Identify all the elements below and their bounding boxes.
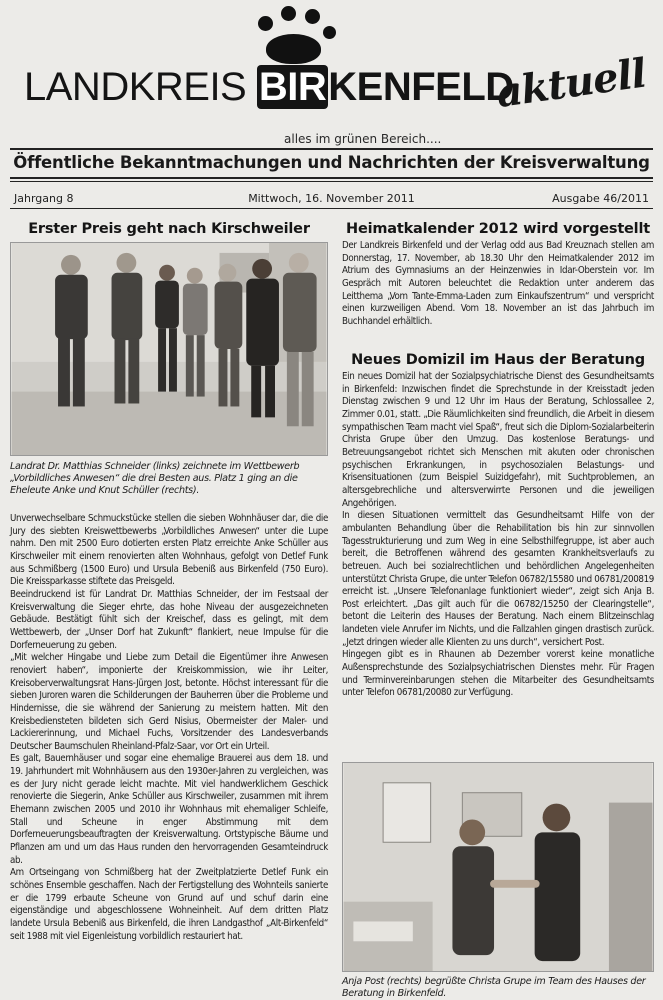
masthead-brand <box>24 66 514 108</box>
article-haus-der-beratung-body <box>342 371 654 700</box>
paragraph: Am Ortseingang von Schmißberg hat der Zweitplatzierte Detlef Funk ein schönes Ensemble geschaffen. Nach der Fertigstellung des Wohnteils sanierte er die 1799 erbaute Scheune von Grund auf und schuf darin eine eigenständige und abgeschlossene Wohneinheit. Auf dem dritten Platz landete Ursula Bebeniß aus Birkenfeld, die ihren Landgasthof „Alt-Birkenfeld“ seit 1988 mit viel Eigenleistung vorbildlich restauriert hat. <box>10 867 328 942</box>
masthead-aktuell: aktuell <box>493 49 649 117</box>
divider <box>10 177 653 179</box>
masthead-subtitle: Öffentliche Bekanntmachungen und Nachrichten der Kreisverwaltung <box>13 153 650 172</box>
issue-date: Mittwoch, 16. November 2011 <box>248 192 415 205</box>
article-headline: Erster Preis geht nach Kirschweiler <box>28 221 310 237</box>
paragraph: Beeindruckend ist für Landrat Dr. Matthias Schneider, der im Festsaal der Kreisverwaltung die Sieger ehrte, das hohe Niveau der ausgezeichneten Gebäude. Bestätigt fühlt sich der Kreischef, dass es gelingt, mit dem Wettbewerb, der „Unser Dorf hat Zukunft“ flankiert, neue Impulse für die Dorferneuerung zu geben. <box>10 588 328 651</box>
article-kirschweiler <box>10 221 328 237</box>
handshake <box>490 880 540 888</box>
brand-word-landkreis: LANDKREIS <box>24 65 257 109</box>
paragraph: Der Landkreis Birkenfeld und der Verlag odd aus Bad Kreuznach stellen am Donnerstag, 17. November, ab 18.30 Uhr den Heimatkalender 2012 im Atrium des Gymnasiums an der Heinzenwies in Idar-Oberstein vor. Im Gespräch mit Autoren beleuchtet die Redaktion unter anderem das Leitthema „Vom Tante-Emma-Laden zum Einkaufszentrum“ und verspricht einen kurzweiligen Abend. Vom 18. November an ist das Jahrbuch im Buchhandel erhältlich. <box>342 240 654 327</box>
article-headline: Neues Domizil im Haus der Beratung <box>351 352 645 368</box>
paragraph: Es galt, Bauernhäuser und sogar eine ehemalige Brauerei aus dem 18. und 19. Jahrhundert mit Wohnhäusern aus den 1930er-Jahren zu vergleichen, was es der Jury nicht gerade leicht machte. Mit viel handwerklichem Geschick renovierte die Siegerin, Anke Schüller aus Kirschweiler, zusammen mit ihrem Ehemann zwischen 2005 und 2010 ihr Wohnhaus mit ehemaliger Schleife, Stall und Scheune in enger Abstimmung mit dem Dorferneuerungsbeauftragten der Kreisverwaltung. Ortstypische Bäume und Pflanzen am und um das Haus runden den hervorragenden Gesamteindruck ab. <box>10 753 328 866</box>
paragraph: Ein neues Domizil hat der Sozialpsychiatrische Dienst des Gesundheitsamts in Birkenfeld: Inzwischen findet die Sprechstunde in der Kreisstadt jeden Dienstag zwischen 9 und 12 Uhr im Haus der Beratung, Schlossallee 2, Zimmer 0.01, statt. „Die Räumlichkeiten sind freundlich, die Arbeit in diesem sympathischen Team macht viel Spaß“, freut sich die Diplom-Sozialarbeiterin Christa Grupe über den Umzug. Das kostenlose Beratungs- und Betreuungsangebot richtet sich Menschen mit akuten oder chronischen psychischen Erkrankungen, in psychosozialen Belastungs- und Krisensituationen (zum Beispiel Suizidgefahr), mit Suchtproblemen, an altersgebrechliche und altersverwirrte Personen und die jeweiligen Angehörigen. <box>342 371 654 509</box>
paragraph: „Mit welcher Hingabe und Liebe zum Detail die Eigentümer ihre Anwesen renoviert haben“, imponierte der Kreiskommission, wie ihr Leiter, Kreisoberverwaltungsrat Hans-Jürgen Jost, betonte. Höchst interessant für die sieben Juroren waren die Schilderungen der Bauherren über die Probleme und Hindernisse, die sie während der Sanierung zu meistern hatten. Mit den Kreisbediensteten bildeten sich Gerd Nisius, Obermeister der Maler- und Lackiererinnung, und Michael Fuchs, Vorsitzender des Landesverbands Deutscher Baumschulen Rheinland-Pfalz-Saar, vor Ort ein Urteil. <box>10 652 328 752</box>
article-kirschweiler-body <box>10 513 328 943</box>
paragraph: Unverwechselbare Schmuckstücke stellen die sieben Wohnhäuser dar, die die Jury des siebten Kreiswettbewerbs „Vorbildliches Anwesen“ unter die Lupe nahm. Den mit 2500 Euro dotierten ersten Platz erreichte Anke Schüller aus Kirschweiler mit einem renovierten alten Wohnhaus, gefolgt von Detlef Funk aus Schmißberg (1500 Euro) und Ursula Bebeniß aus Birkenfeld (750 Euro). Die Kreissparkasse stiftete das Preisgeld. <box>10 513 328 588</box>
article-headline: Heimatkalender 2012 wird vorgestellt <box>346 221 650 237</box>
divider <box>10 181 653 182</box>
issue-number: Ausgabe 46/2011 <box>552 192 649 205</box>
divider <box>10 148 653 150</box>
article-heimatkalender <box>342 221 654 329</box>
article-heimatkalender-body <box>342 240 654 329</box>
award-group-photo <box>10 242 328 456</box>
paragraph: Hingegen gibt es in Rhaunen ab Dezember vorerst keine monatliche Außensprechstunde des Sozialpsychiatrischen Dienstes mehr. Für Fragen und Terminvereinbarungen stehen die Mitarbeiter des Gesundheitsamts unter Telefon 06781/20080 zur Verfügung. <box>342 649 654 699</box>
handshake-photo <box>342 762 654 972</box>
brand-highlight: BIR <box>258 65 327 109</box>
issue-volume: Jahrgang 8 <box>14 192 74 205</box>
divider <box>10 208 653 209</box>
article-haus-der-beratung <box>342 352 654 700</box>
masthead-slogan: alles im grünen Bereich.... <box>284 132 442 146</box>
handshake-photo-caption: Anja Post (rechts) begrüßte Christa Grupe im Team des Hauses der Beratung in Birkenfeld. <box>342 976 646 1000</box>
award-photo-caption: Landrat Dr. Matthias Schneider (links) zeichnete im Wettbewerb „Vorbildliches Anwesen“ die drei Besten aus. Platz 1 ging an die Eheleute Anke und Knut Schüller (rechts). <box>10 461 300 497</box>
brand-word-kenfeld: KENFELD <box>328 65 514 109</box>
paragraph: In diesen Situationen vermittelt das Gesundheitsamt Hilfe von der ambulanten Behandlung über die Rehabilitation bis hin zur sinnvollen Tagesstrukturierung und zum Weg in eine Selbsthilfegruppe, ist aber auch bereit, die Betroffenen während des gesamten Krankheitsverlaufs zu betreuen. Auch bei sozialrechtlichen und behördlichen Angelegenheiten unterstützt Christa Grupe, die unter Telefon 06782/15580 und 06781/200819 erreicht ist. „Unsere Telefonanlage funktioniert wieder“, zeigt sich Anja B. Post erleichtert. „Das gilt auch für die 06782/15250 der Clearingstelle“, betont die Leiterin des Hauses der Beratung. Nach einem Blitzeinschlag landeten viele Anrufer im Nichts, und die Fallzahlen gingen drastisch zurück. „Jetzt dringen wieder alle Klienten zu uns durch“, versichert Post. <box>342 510 654 648</box>
